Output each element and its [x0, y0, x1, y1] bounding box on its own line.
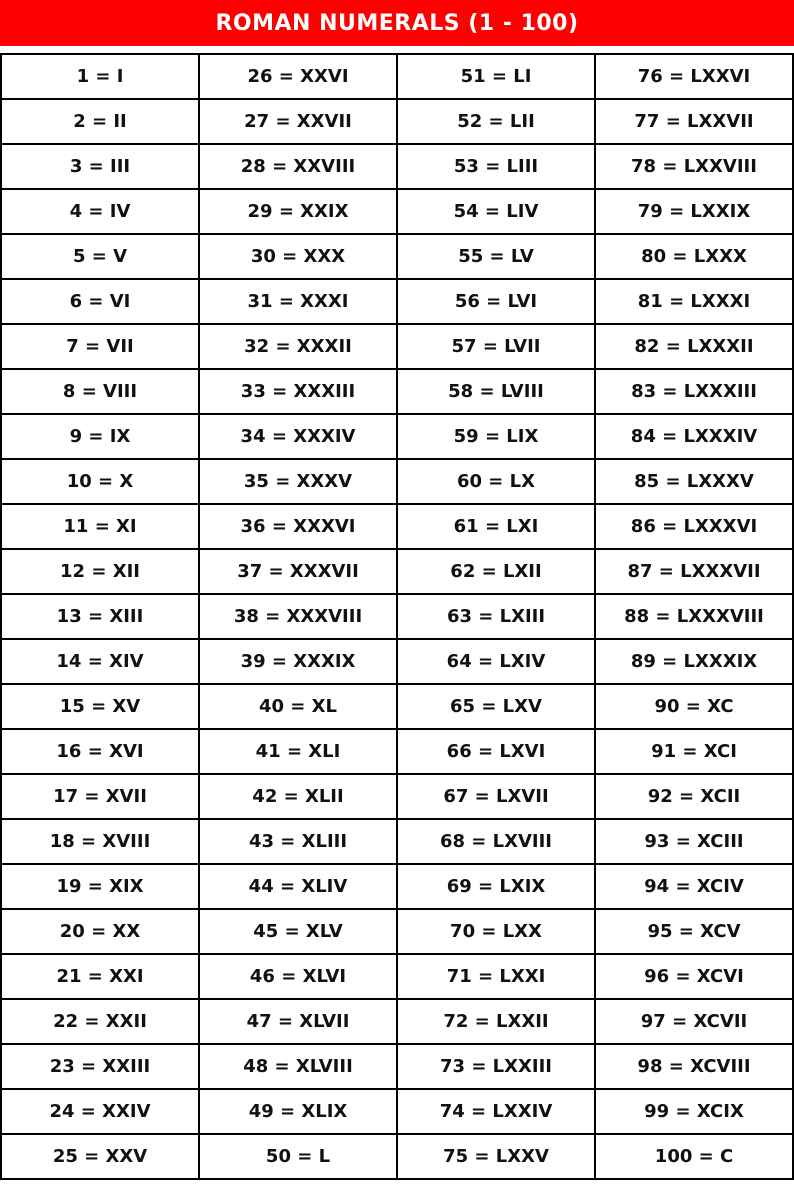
table-row — [1, 459, 793, 504]
numeral-cell: 89 = LXXXIX — [595, 639, 793, 684]
numeral-cell: 24 = XXIV — [1, 1089, 199, 1134]
numeral-cell: 41 = XLI — [199, 729, 397, 774]
numeral-cell: 88 = LXXXVIII — [595, 594, 793, 639]
numeral-cell: 29 = XXIX — [199, 189, 397, 234]
numeral-cell: 98 = XCVIII — [595, 1044, 793, 1089]
numeral-cell: 96 = XCVI — [595, 954, 793, 999]
numeral-cell: 85 = LXXXV — [595, 459, 793, 504]
table-row — [1, 144, 793, 189]
numeral-cell: 57 = LVII — [397, 324, 595, 369]
table-row — [1, 234, 793, 279]
numeral-cell: 19 = XIX — [1, 864, 199, 909]
numeral-cell: 48 = XLVIII — [199, 1044, 397, 1089]
table-row — [1, 864, 793, 909]
table-row — [1, 189, 793, 234]
numeral-cell: 17 = XVII — [1, 774, 199, 819]
numeral-cell: 27 = XXVII — [199, 99, 397, 144]
numeral-cell: 34 = XXXIV — [199, 414, 397, 459]
numeral-cell: 33 = XXXIII — [199, 369, 397, 414]
numeral-cell: 49 = XLIX — [199, 1089, 397, 1134]
table-row — [1, 639, 793, 684]
numeral-cell: 53 = LIII — [397, 144, 595, 189]
numeral-cell: 28 = XXVIII — [199, 144, 397, 189]
numeral-cell: 79 = LXXIX — [595, 189, 793, 234]
table-row — [1, 684, 793, 729]
table-row — [1, 504, 793, 549]
table-row — [1, 54, 793, 99]
numeral-cell: 93 = XCIII — [595, 819, 793, 864]
table-row — [1, 279, 793, 324]
numeral-cell: 2 = II — [1, 99, 199, 144]
numeral-cell: 40 = XL — [199, 684, 397, 729]
numeral-cell: 70 = LXX — [397, 909, 595, 954]
numerals-table-body — [1, 54, 793, 1179]
table-row — [1, 549, 793, 594]
numeral-cell: 81 = LXXXI — [595, 279, 793, 324]
numeral-cell: 44 = XLIV — [199, 864, 397, 909]
numeral-cell: 76 = LXXVI — [595, 54, 793, 99]
numeral-cell: 99 = XCIX — [595, 1089, 793, 1134]
numeral-cell: 56 = LVI — [397, 279, 595, 324]
numeral-cell: 21 = XXI — [1, 954, 199, 999]
table-row — [1, 594, 793, 639]
numeral-cell: 75 = LXXV — [397, 1134, 595, 1179]
numeral-cell: 13 = XIII — [1, 594, 199, 639]
numeral-cell: 84 = LXXXIV — [595, 414, 793, 459]
numeral-cell: 20 = XX — [1, 909, 199, 954]
numeral-cell: 11 = XI — [1, 504, 199, 549]
numeral-cell: 63 = LXIII — [397, 594, 595, 639]
numeral-cell: 83 = LXXXIII — [595, 369, 793, 414]
numeral-cell: 64 = LXIV — [397, 639, 595, 684]
numeral-cell: 77 = LXXVII — [595, 99, 793, 144]
numeral-cell: 92 = XCII — [595, 774, 793, 819]
numeral-cell: 91 = XCI — [595, 729, 793, 774]
table-row — [1, 909, 793, 954]
numeral-cell: 31 = XXXI — [199, 279, 397, 324]
numeral-cell: 86 = LXXXVI — [595, 504, 793, 549]
numeral-cell: 82 = LXXXII — [595, 324, 793, 369]
numeral-cell: 72 = LXXII — [397, 999, 595, 1044]
numeral-cell: 73 = LXXIII — [397, 1044, 595, 1089]
numeral-cell: 37 = XXXVII — [199, 549, 397, 594]
numeral-cell: 35 = XXXV — [199, 459, 397, 504]
numeral-cell: 78 = LXXVIII — [595, 144, 793, 189]
numeral-cell: 87 = LXXXVII — [595, 549, 793, 594]
numeral-cell: 16 = XVI — [1, 729, 199, 774]
numeral-cell: 10 = X — [1, 459, 199, 504]
numeral-cell: 9 = IX — [1, 414, 199, 459]
numeral-cell: 15 = XV — [1, 684, 199, 729]
numeral-cell: 95 = XCV — [595, 909, 793, 954]
numeral-cell: 46 = XLVI — [199, 954, 397, 999]
numeral-cell: 97 = XCVII — [595, 999, 793, 1044]
table-row — [1, 99, 793, 144]
numeral-cell: 58 = LVIII — [397, 369, 595, 414]
numeral-cell: 1 = I — [1, 54, 199, 99]
numeral-cell: 42 = XLII — [199, 774, 397, 819]
numeral-cell: 80 = LXXX — [595, 234, 793, 279]
numeral-cell: 39 = XXXIX — [199, 639, 397, 684]
table-row — [1, 999, 793, 1044]
numeral-cell: 7 = VII — [1, 324, 199, 369]
numeral-cell: 5 = V — [1, 234, 199, 279]
numeral-cell: 61 = LXI — [397, 504, 595, 549]
table-row — [1, 819, 793, 864]
page-title: ROMAN NUMERALS (1 - 100) — [0, 0, 794, 46]
table-row — [1, 324, 793, 369]
numeral-cell: 50 = L — [199, 1134, 397, 1179]
numeral-cell: 14 = XIV — [1, 639, 199, 684]
numeral-cell: 65 = LXV — [397, 684, 595, 729]
numeral-cell: 6 = VI — [1, 279, 199, 324]
numeral-cell: 25 = XXV — [1, 1134, 199, 1179]
numeral-cell: 100 = C — [595, 1134, 793, 1179]
numeral-cell: 36 = XXXVI — [199, 504, 397, 549]
numeral-cell: 18 = XVIII — [1, 819, 199, 864]
numeral-cell: 59 = LIX — [397, 414, 595, 459]
numeral-cell: 32 = XXXII — [199, 324, 397, 369]
numeral-cell: 12 = XII — [1, 549, 199, 594]
numeral-cell: 55 = LV — [397, 234, 595, 279]
numeral-cell: 74 = LXXIV — [397, 1089, 595, 1134]
numeral-cell: 45 = XLV — [199, 909, 397, 954]
numeral-cell: 90 = XC — [595, 684, 793, 729]
numeral-cell: 67 = LXVII — [397, 774, 595, 819]
table-row — [1, 414, 793, 459]
table-row — [1, 774, 793, 819]
numeral-cell: 26 = XXVI — [199, 54, 397, 99]
numeral-cell: 51 = LI — [397, 54, 595, 99]
numeral-cell: 94 = XCIV — [595, 864, 793, 909]
table-row — [1, 369, 793, 414]
numeral-cell: 8 = VIII — [1, 369, 199, 414]
numerals-table-container — [0, 53, 794, 1178]
numeral-cell: 52 = LII — [397, 99, 595, 144]
numeral-cell: 62 = LXII — [397, 549, 595, 594]
numeral-cell: 60 = LX — [397, 459, 595, 504]
numerals-table — [0, 53, 794, 1180]
numeral-cell: 54 = LIV — [397, 189, 595, 234]
numeral-cell: 68 = LXVIII — [397, 819, 595, 864]
table-row — [1, 729, 793, 774]
numeral-cell: 4 = IV — [1, 189, 199, 234]
numeral-cell: 47 = XLVII — [199, 999, 397, 1044]
numeral-cell: 23 = XXIII — [1, 1044, 199, 1089]
numeral-cell: 30 = XXX — [199, 234, 397, 279]
numeral-cell: 3 = III — [1, 144, 199, 189]
numeral-cell: 38 = XXXVIII — [199, 594, 397, 639]
numeral-cell: 71 = LXXI — [397, 954, 595, 999]
table-row — [1, 1089, 793, 1134]
table-row — [1, 1044, 793, 1089]
table-row — [1, 1134, 793, 1179]
numeral-cell: 22 = XXII — [1, 999, 199, 1044]
numeral-cell: 66 = LXVI — [397, 729, 595, 774]
numeral-cell: 43 = XLIII — [199, 819, 397, 864]
table-row — [1, 954, 793, 999]
numeral-cell: 69 = LXIX — [397, 864, 595, 909]
